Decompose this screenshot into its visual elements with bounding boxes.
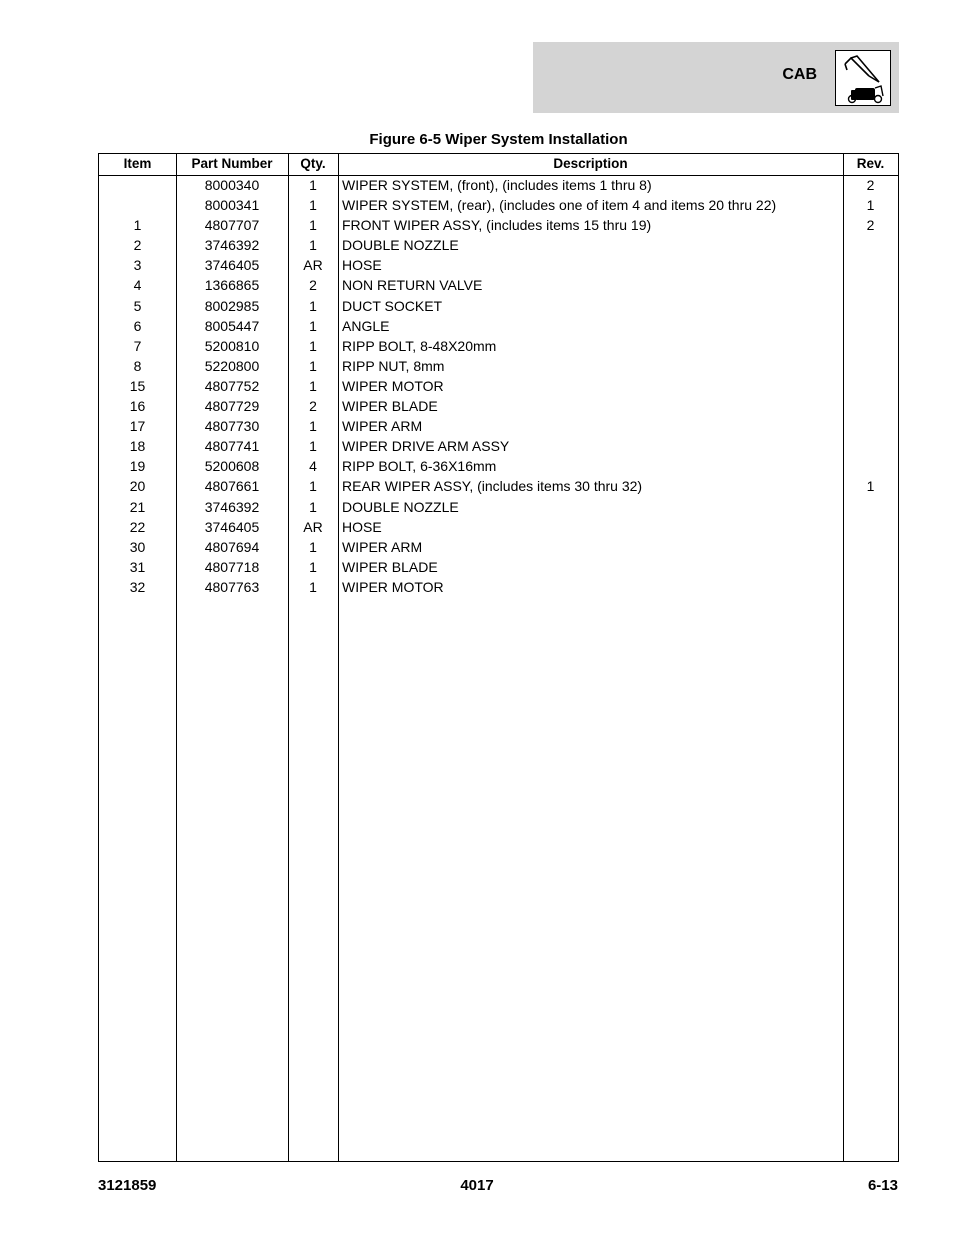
table-row xyxy=(99,337,898,357)
item-cell: 31 xyxy=(129,558,146,575)
item-cell: 2 xyxy=(133,237,142,254)
part-number-cell: 4807694 xyxy=(204,538,260,555)
part-number-cell: 4807707 xyxy=(204,217,260,234)
description-cell: RIPP BOLT, 6-36X16mm xyxy=(342,458,497,475)
table-row xyxy=(99,216,898,236)
part-number-cell: 5200608 xyxy=(204,458,260,475)
description-cell: WIPER MOTOR xyxy=(342,578,444,595)
item-cell: 7 xyxy=(133,337,142,354)
qty-cell: 1 xyxy=(309,438,317,455)
table-row xyxy=(99,578,898,598)
qty-cell: 1 xyxy=(309,478,317,495)
rev-cell: 2 xyxy=(866,217,875,234)
part-number-cell: 4807763 xyxy=(204,578,260,595)
table-row xyxy=(99,457,898,477)
description-cell: DUCT SOCKET xyxy=(342,297,443,314)
part-number-cell: 4807661 xyxy=(204,478,260,495)
figure-title: Figure 6-5 Wiper System Installation xyxy=(369,131,628,148)
part-number-cell: 4807718 xyxy=(204,558,260,575)
table-body xyxy=(99,176,898,598)
item-cell: 16 xyxy=(129,398,146,415)
item-cell: 21 xyxy=(129,498,146,515)
table-row xyxy=(99,498,898,518)
footer-document-number: 3121859 xyxy=(98,1177,157,1194)
footer-page-number: 6-13 xyxy=(867,1177,898,1194)
qty-cell: 4 xyxy=(309,458,317,475)
column-header-item: Item xyxy=(123,156,152,171)
item-cell: 6 xyxy=(133,317,142,334)
part-number-cell: 3746405 xyxy=(204,518,260,535)
part-number-cell: 5200810 xyxy=(204,337,260,354)
qty-cell: 1 xyxy=(309,498,317,515)
table-row xyxy=(99,437,898,457)
description-cell: WIPER BLADE xyxy=(342,558,438,575)
part-number-cell: 8000340 xyxy=(204,177,260,193)
part-number-cell: 8002985 xyxy=(204,297,260,314)
table-row xyxy=(99,538,898,558)
section-header-tab xyxy=(533,42,899,113)
column-header-description: Description xyxy=(553,156,628,171)
part-number-cell: 1366865 xyxy=(204,277,260,294)
description-cell: WIPER ARM xyxy=(342,538,423,555)
item-cell: 17 xyxy=(129,418,146,435)
part-number-cell: 4807752 xyxy=(204,377,260,394)
table-row xyxy=(99,176,898,196)
table-row xyxy=(99,256,898,276)
part-number-cell: 3746392 xyxy=(204,237,260,254)
qty-cell: 1 xyxy=(309,558,317,575)
table-row xyxy=(99,377,898,397)
description-cell: WIPER SYSTEM, (front), (includes items 1 thru 8) xyxy=(342,177,652,193)
table-row xyxy=(99,397,898,417)
qty-cell: 1 xyxy=(309,297,317,314)
part-number-cell: 8000341 xyxy=(204,197,260,214)
description-cell: WIPER ARM xyxy=(342,418,423,435)
parts-table xyxy=(98,153,899,1162)
item-cell: 8 xyxy=(133,357,142,374)
footer-model: 4017 xyxy=(460,1177,494,1194)
qty-cell: AR xyxy=(303,518,323,535)
table-row xyxy=(99,477,898,497)
description-cell: RIPP NUT, 8mm xyxy=(342,357,445,374)
qty-cell: 1 xyxy=(309,357,317,374)
part-number-cell: 3746392 xyxy=(204,498,260,515)
description-cell: WIPER DRIVE ARM ASSY xyxy=(342,438,510,455)
description-cell: ANGLE xyxy=(342,317,390,334)
qty-cell: 2 xyxy=(309,277,317,294)
item-cell: 32 xyxy=(129,578,146,595)
part-number-cell: 4807730 xyxy=(204,418,260,435)
item-cell: 30 xyxy=(129,538,146,555)
description-cell: RIPP BOLT, 8-48X20mm xyxy=(342,337,497,354)
table-row xyxy=(99,558,898,578)
item-cell: 3 xyxy=(133,257,142,274)
description-cell: HOSE xyxy=(342,257,382,274)
part-number-cell: 5220800 xyxy=(204,357,260,374)
table-row xyxy=(99,417,898,437)
qty-cell: 1 xyxy=(309,317,317,334)
table-row xyxy=(99,317,898,337)
description-cell: WIPER MOTOR xyxy=(342,377,444,394)
item-cell: 5 xyxy=(133,297,142,314)
qty-cell: 1 xyxy=(309,377,317,394)
description-cell: NON RETURN VALVE xyxy=(342,277,483,294)
section-title: CAB xyxy=(782,66,817,83)
table-row xyxy=(99,196,898,216)
description-cell: FRONT WIPER ASSY, (includes items 15 thru 19) xyxy=(342,217,652,234)
qty-cell: 1 xyxy=(309,197,317,214)
qty-cell: 1 xyxy=(309,177,317,193)
item-cell: 19 xyxy=(129,458,146,475)
table-row xyxy=(99,518,898,538)
description-cell: REAR WIPER ASSY, (includes items 30 thru 32) xyxy=(342,478,643,495)
qty-cell: 1 xyxy=(309,418,317,435)
part-number-cell: 4807729 xyxy=(204,398,260,415)
table-header xyxy=(99,154,898,175)
rev-cell: 1 xyxy=(866,478,875,495)
item-cell: 22 xyxy=(129,518,146,535)
column-header-rev: Rev. xyxy=(856,156,885,171)
item-cell: 15 xyxy=(129,377,146,394)
table-row xyxy=(99,276,898,296)
qty-cell: 1 xyxy=(309,337,317,354)
qty-cell: 1 xyxy=(309,578,317,595)
item-cell: 4 xyxy=(133,277,142,294)
table-row xyxy=(99,297,898,317)
description-cell: WIPER SYSTEM, (rear), (includes one of item 4 and items 20 thru 22) xyxy=(342,197,777,214)
part-number-cell: 8005447 xyxy=(204,317,260,334)
qty-cell: 2 xyxy=(309,398,317,415)
column-header-part-number: Part Number xyxy=(191,156,273,171)
item-cell: 20 xyxy=(129,478,146,495)
item-cell: 18 xyxy=(129,438,146,455)
rev-cell: 2 xyxy=(866,177,875,193)
description-cell: HOSE xyxy=(342,518,382,535)
description-cell: WIPER BLADE xyxy=(342,398,438,415)
part-number-cell: 4807741 xyxy=(204,438,260,455)
description-cell: DOUBLE NOZZLE xyxy=(342,498,459,515)
qty-cell: 1 xyxy=(309,217,317,234)
item-cell: 1 xyxy=(133,217,142,234)
column-header-qty: Qty. xyxy=(300,156,326,171)
table-row xyxy=(99,236,898,256)
qty-cell: 1 xyxy=(309,538,317,555)
part-number-cell: 3746405 xyxy=(204,257,260,274)
qty-cell: AR xyxy=(303,257,323,274)
table-row xyxy=(99,357,898,377)
description-cell: DOUBLE NOZZLE xyxy=(342,237,459,254)
qty-cell: 1 xyxy=(309,237,317,254)
rev-cell: 1 xyxy=(866,197,875,214)
aerial-work-platform-icon xyxy=(835,50,891,106)
